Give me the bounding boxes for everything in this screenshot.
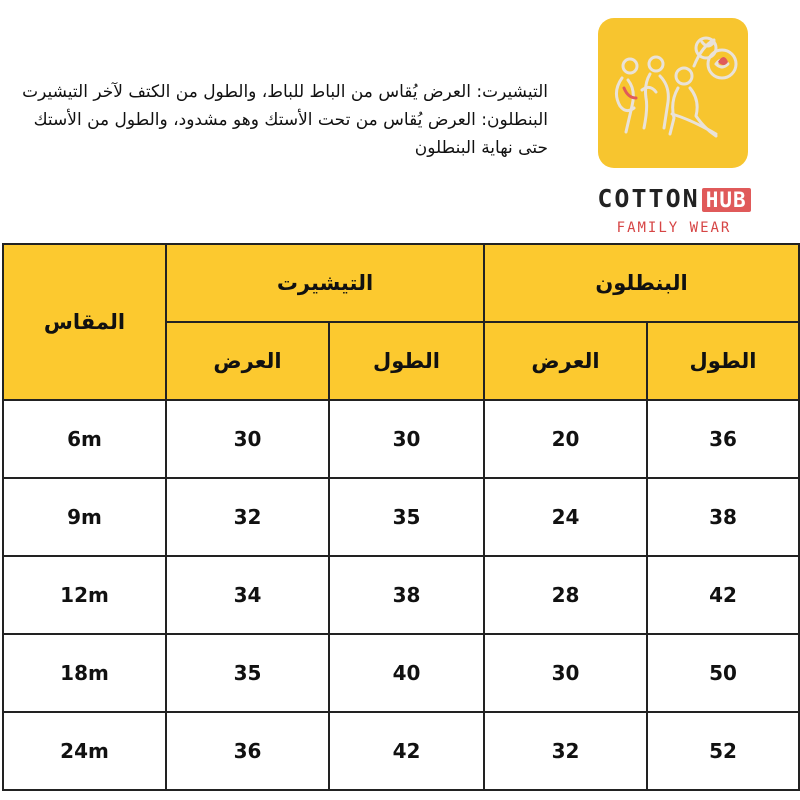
pants-length-header: الطول <box>647 322 799 400</box>
tshirt-width-header: العرض <box>166 322 329 400</box>
pants-length-cell: 38 <box>647 478 799 556</box>
tshirt-width-cell: 36 <box>166 712 329 790</box>
measurement-notes <box>8 78 548 162</box>
table-row <box>3 556 799 634</box>
tshirt-width-cell: 35 <box>166 634 329 712</box>
table-row <box>3 712 799 790</box>
family-illustration-icon <box>598 18 748 168</box>
tshirt-width-cell: 34 <box>166 556 329 634</box>
pants-width-header: العرض <box>484 322 647 400</box>
table-row <box>3 478 799 556</box>
tshirt-width-cell: 32 <box>166 478 329 556</box>
pants-width-cell: 20 <box>484 400 647 478</box>
size-chart-table <box>2 243 800 791</box>
table-row <box>3 634 799 712</box>
pants-group-header: البنطلون <box>484 244 799 322</box>
tshirt-length-cell: 42 <box>329 712 484 790</box>
pants-length-cell: 42 <box>647 556 799 634</box>
size-header: المقاس <box>3 244 166 400</box>
tshirt-length-cell: 30 <box>329 400 484 478</box>
size-cell: 24m <box>3 712 166 790</box>
tshirt-length-cell: 40 <box>329 634 484 712</box>
brand-logo <box>586 18 762 240</box>
brand-name-hub: HUB <box>702 188 751 212</box>
pants-note: البنطلون: العرض يُقاس من تحت الأستك وهو مشدود، والطول من الأستك حتى نهاية البنطلون <box>33 110 548 158</box>
tshirt-length-cell: 38 <box>329 556 484 634</box>
size-cell: 9m <box>3 478 166 556</box>
tshirt-note: التيشيرت: العرض يُقاس من الباط للباط، والطول من الكتف لآخر التيشيرت <box>22 82 548 102</box>
tshirt-length-header: الطول <box>329 322 484 400</box>
pants-length-cell: 50 <box>647 634 799 712</box>
pants-length-cell: 36 <box>647 400 799 478</box>
brand-name-cotton: COTTON <box>597 184 700 213</box>
tshirt-width-cell: 30 <box>166 400 329 478</box>
size-cell: 6m <box>3 400 166 478</box>
tshirt-group-header: التيشيرت <box>166 244 484 322</box>
pants-width-cell: 30 <box>484 634 647 712</box>
size-cell: 12m <box>3 556 166 634</box>
table-row <box>3 400 799 478</box>
brand-name <box>586 184 762 213</box>
tshirt-length-cell: 35 <box>329 478 484 556</box>
pants-length-cell: 52 <box>647 712 799 790</box>
brand-tagline: FAMILY WEAR <box>616 220 732 236</box>
pants-width-cell: 28 <box>484 556 647 634</box>
pants-width-cell: 32 <box>484 712 647 790</box>
pants-width-cell: 24 <box>484 478 647 556</box>
size-cell: 18m <box>3 634 166 712</box>
